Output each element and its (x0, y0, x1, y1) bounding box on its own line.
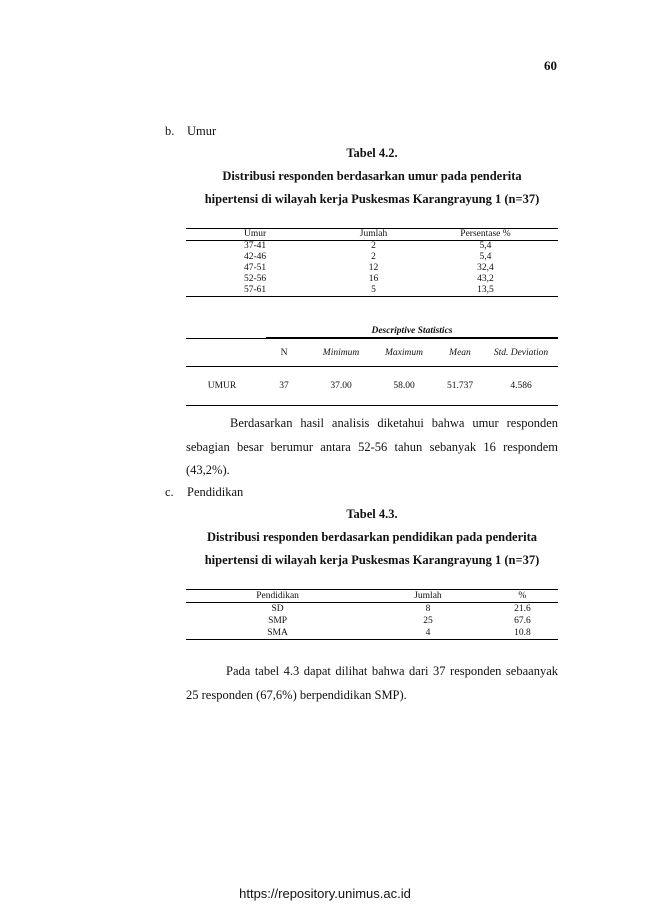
section-title: Pendidikan (187, 485, 244, 499)
caption-line: hipertensi di wilayah kerja Puskesmas Karangrayung 1 (n=37) (204, 553, 540, 567)
stats-cell: 58.00 (393, 381, 415, 391)
table-cell: 47-51 (244, 263, 267, 273)
stats-title: Descriptive Statistics (266, 325, 558, 338)
table-cell: 37-41 (244, 241, 267, 251)
table-4-3-caption (186, 503, 558, 572)
stats-header: N (280, 347, 288, 358)
table-4-2-caption (186, 142, 558, 211)
caption-line: hipertensi di wilayah kerja Puskesmas Karangrayung 1 (n=37) (204, 192, 540, 206)
table-cell: 5 (371, 285, 376, 295)
caption-line: Distribusi responden berdasarkan umur pada penderita (222, 169, 522, 183)
stats-cell: 37 (279, 381, 289, 391)
table-cell: 57-61 (244, 285, 267, 295)
stats-header: Maximum (385, 347, 423, 358)
table-row (186, 627, 558, 640)
column-header: Persentase % (460, 229, 511, 239)
column-header: Jumlah (359, 229, 388, 239)
table-row (186, 241, 558, 253)
caption-line: Distribusi responden berdasarkan pendidikan pada penderita (206, 530, 538, 544)
stats-cell: 37.00 (330, 381, 352, 391)
page-number: 60 (544, 58, 557, 73)
table-cell: 52-56 (244, 274, 267, 284)
table-cell: SMP (268, 616, 288, 626)
column-header: Jumlah (414, 591, 442, 601)
stats-cell: 51.737 (446, 381, 474, 391)
table-cell: 5,4 (479, 241, 492, 251)
table-header-row (186, 590, 558, 603)
table-cell: 12 (368, 263, 379, 273)
table-cell: 21.6 (514, 604, 531, 614)
table-cell: 13,5 (477, 285, 494, 295)
table-row (186, 615, 558, 627)
stats-grid (186, 338, 558, 406)
section-heading-pendidikan (165, 485, 243, 500)
table-cell: 4 (425, 628, 431, 638)
table-cell: 16 (368, 274, 379, 284)
table-cell: 10.8 (514, 628, 531, 638)
stats-header: Minimum (322, 347, 360, 358)
table-cell: 32,4 (477, 263, 494, 273)
table-cell: 2 (371, 252, 376, 262)
table-row (186, 274, 558, 285)
table-cell: 2 (371, 241, 376, 251)
column-header: % (518, 591, 527, 601)
paragraph-pendidikan: Pada tabel 4.3 dapat dilihat bahwa dari 37 responden sebaanyak 25 responden (67,6%) berpendidikan SMP). (186, 664, 558, 702)
age-distribution-table (186, 228, 558, 297)
column-header: Umur (244, 229, 267, 239)
table-cell: SMA (267, 628, 288, 638)
stats-cell: UMUR (207, 381, 237, 391)
column-header: Pendidikan (256, 591, 299, 601)
stats-header (186, 339, 258, 366)
stats-header: Std. Deviation (493, 347, 549, 358)
footer-url[interactable]: https://repository.unimus.ac.id (239, 886, 411, 901)
table-cell: 67.6 (514, 616, 531, 626)
education-distribution-table (186, 589, 558, 640)
table-cell: 43,2 (477, 274, 494, 284)
table-cell: SD (271, 604, 284, 614)
table-cell: 25 (423, 616, 433, 626)
section-title: Umur (187, 124, 217, 138)
table-row (186, 263, 558, 274)
stats-cell: 4.586 (510, 381, 532, 391)
section-marker: c. (165, 485, 174, 499)
caption-line: Tabel 4.2. (346, 146, 398, 160)
descriptive-statistics-table (186, 325, 558, 406)
table-row (186, 603, 558, 616)
table-header-row (186, 229, 558, 241)
table-row (186, 285, 558, 297)
stats-header: Mean (449, 347, 471, 358)
table-cell: 8 (425, 604, 431, 614)
paragraph-umur: Berdasarkan hasil analisis diketahui bahwa umur responden sebagian besar berumur antara 52-56 tahun sebanyak 16 respondem (43,2%). (186, 416, 558, 477)
table-cell: 5,4 (479, 252, 492, 262)
section-marker: b. (165, 124, 175, 138)
table-cell: 42-46 (244, 252, 267, 262)
section-heading-umur (165, 124, 216, 139)
table-row (186, 252, 558, 263)
caption-line: Tabel 4.3. (346, 507, 398, 521)
